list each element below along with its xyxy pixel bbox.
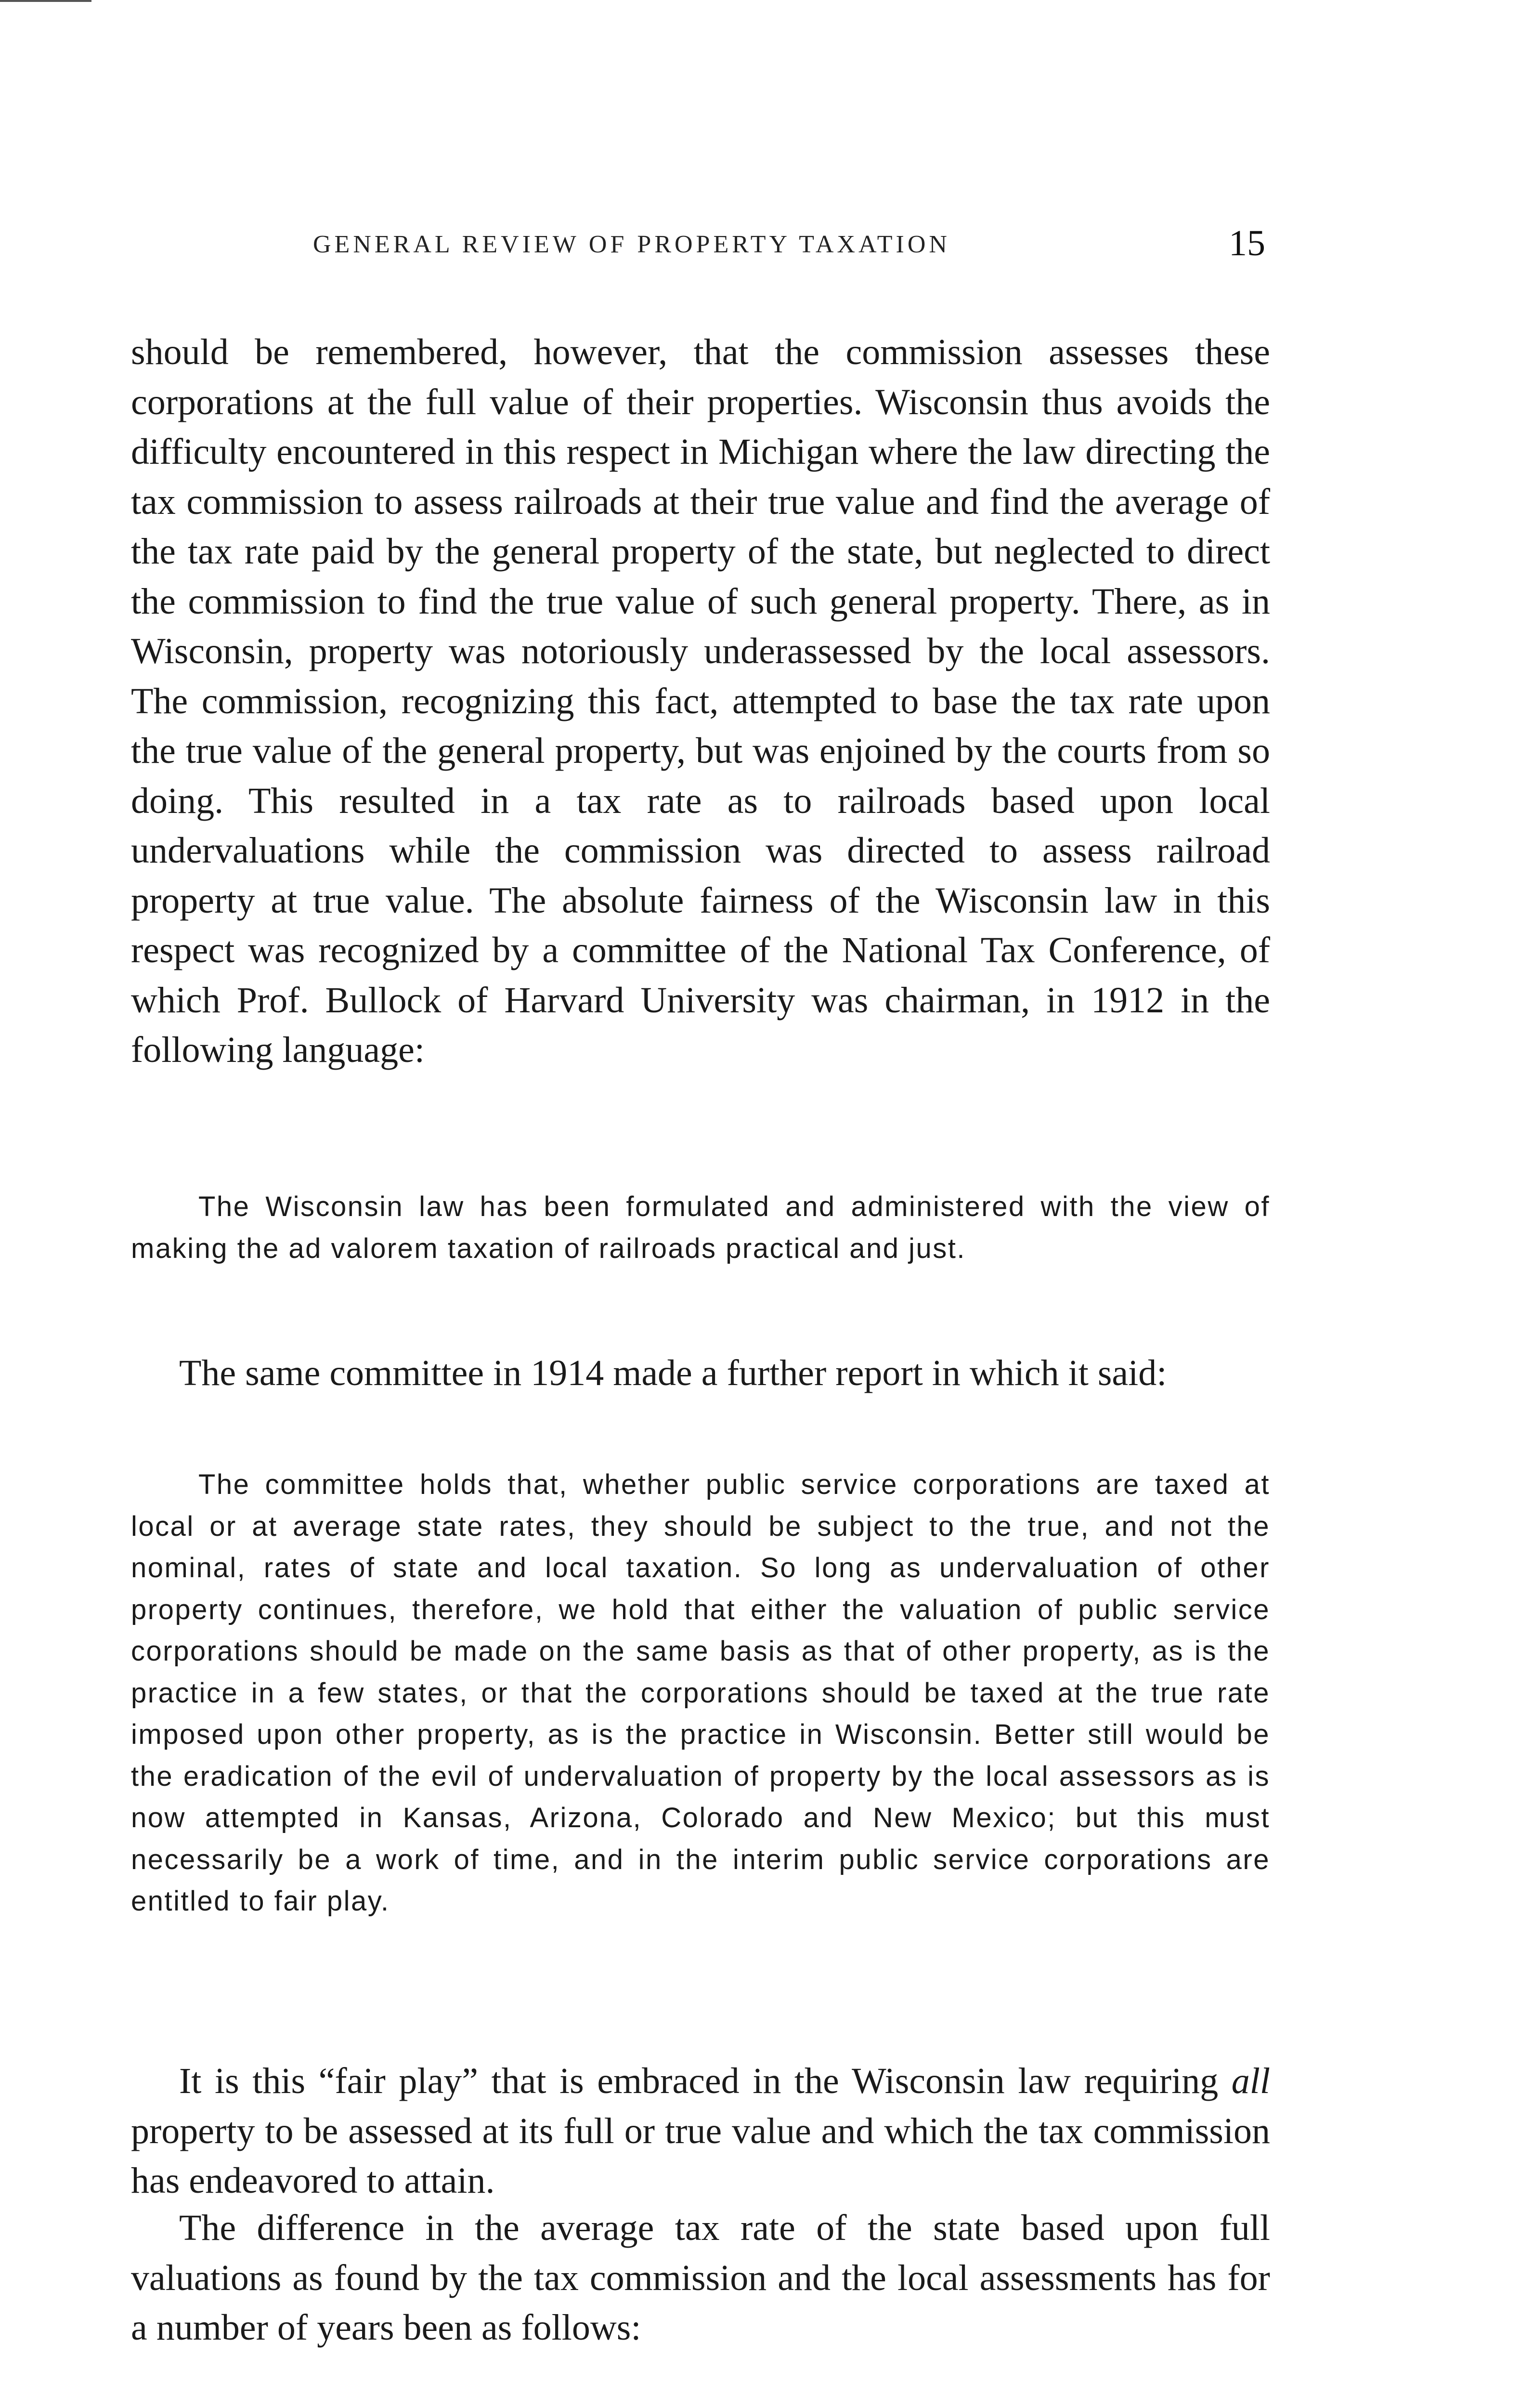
fair-play-text-end: property to be assessed at its full or true value and which the tax commission has endeavored to attain. <box>131 2110 1270 2201</box>
paragraph-tax-rate-difference: The difference in the average tax rate of the state based upon full valuations as found by the tax commission and the local assessments has for a number of years been as follows: <box>131 2208 1270 2348</box>
paragraph-committee-1914: The same committee in 1914 made a further report in which it said: <box>179 1353 1167 1393</box>
fair-play-text-start: It is this “fair play” that is embraced in the Wisconsin law requiring <box>179 2061 1232 2101</box>
block-quote-1912: The Wisconsin law has been formulated and administered with the view of making the ad valorem taxation of railroads practical and just. <box>131 1191 1270 1264</box>
page-edge-rule <box>0 0 91 2</box>
paragraph-continued: should be remembered, however, that the commission assesses these corporations at the full value of their properties. Wisconsin thus avoids the difficulty encountered in this respect in Michigan where the law directing the tax commission to assess railroads at their true value and find the average of the tax rate paid by the general property of the state, but neglected to direct the commission to find the true value of such general property. There, as in Wisconsin, property was notoriously underassessed by the local assessors. The commission, recognizing this fact, attempted to base the tax rate upon the true value of the general property, but was enjoined by the courts from so doing. This resulted in a tax rate as to railroads based upon local undervaluations while the commission was directed to assess railroad property at true value. The absolute fairness of the Wisconsin law in this respect was recognized by a committee of the National Tax Conference, of which Prof. Bullock of Harvard University was chairman, in 1912 in the following language: <box>131 332 1270 1070</box>
block-quote-1914: The committee holds that, whether public service corporations are taxed at local or at average state rates, they should be subject to the true, and not the nominal, rates of state and local taxation. So long as undervaluation of other property continues, therefore, we hold that either the valuation of public service corporations should be made on the same basis as that of other property, as is the practice in a few states, or that the corporations should be taxed at the true rate imposed upon other property, as is the practice in Wisconsin. Better still would be the eradication of the evil of undervaluation of property by the local assessors as is now attempted in Kansas, Arizona, Colorado and New Mexico; but this must necessarily be a work of time, and in the interim public service corporations are entitled to fair play. <box>131 1469 1270 1917</box>
emphasis-all: all <box>1231 2061 1270 2101</box>
page-number: 15 <box>1229 223 1265 263</box>
running-header: GENERAL REVIEW OF PROPERTY TAXATION <box>313 231 950 258</box>
paragraph-fair-play <box>131 2056 1270 2206</box>
